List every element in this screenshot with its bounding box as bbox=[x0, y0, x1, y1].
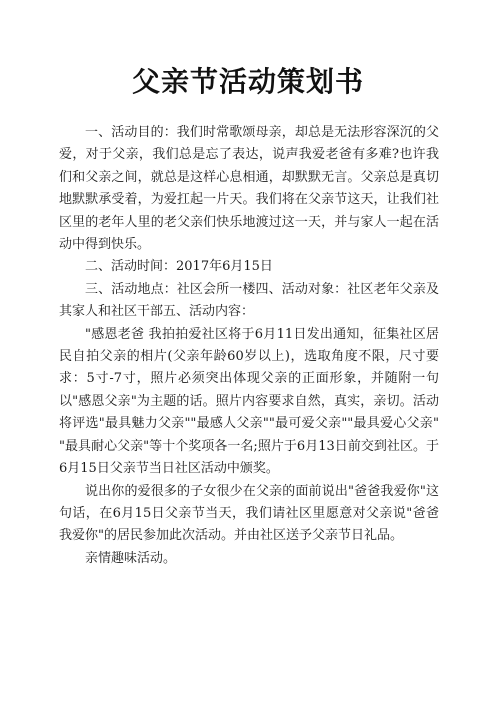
paragraph-location: 三、活动地点：社区会所一楼四、活动对象：社区老年父亲及其家人和社区干部五、活动内容： bbox=[59, 281, 439, 320]
paragraph-time: 二、活动时间：2017年6月15日 bbox=[85, 259, 273, 275]
paragraph-say-love: 说出你的爱很多的子女很少在父亲的面前说出"爸爸我爱你"这句话，在6月15日父亲节当天，我们请社区里愿意对父亲说"爸爸我爱你"的居民参加此次活动。并由社区送予父亲节日礼品。 bbox=[59, 483, 439, 544]
document-body bbox=[59, 122, 439, 570]
paragraph-family-fun: 亲情趣味活动。 bbox=[85, 550, 177, 566]
paragraph-photo-activity: "感恩老爸 我拍拍爱社区将于6月11日发出通知，征集社区居民自拍父亲的相片(父亲年龄60岁以上)，选取角度不限，尺寸要求：5寸-7寸，照片必须突出体现父亲的正面形象，并随附一句以"感恩父亲"为主题的话。照片内容要求自然，真实，亲切。活动将评选"最具魅力父亲""最感人父亲""最可爱父亲""最具爱心父亲" "最具耐心父亲"等十个奖项各一名;照片于6月13日前交到社区。于6月15日父亲节当日社区活动中颁奖。 bbox=[59, 326, 439, 477]
paragraph-purpose: 一、活动目的：我们时常歌颂母亲，却总是无法形容深沉的父爱，对于父亲，我们总是忘了表达，说声我爱老爸有多难?也许我们和父亲之间，就总是这样心息相通，却默默无言。父亲总是真切地默默承受着，为爱扛起一片天。我们将在父亲节这天，让我们社区里的老年人里的老父亲们快乐地渡过这一天，并与家人一起在活动中得到快乐。 bbox=[59, 125, 439, 253]
document-title: 父亲节活动策划书 bbox=[131, 65, 364, 98]
